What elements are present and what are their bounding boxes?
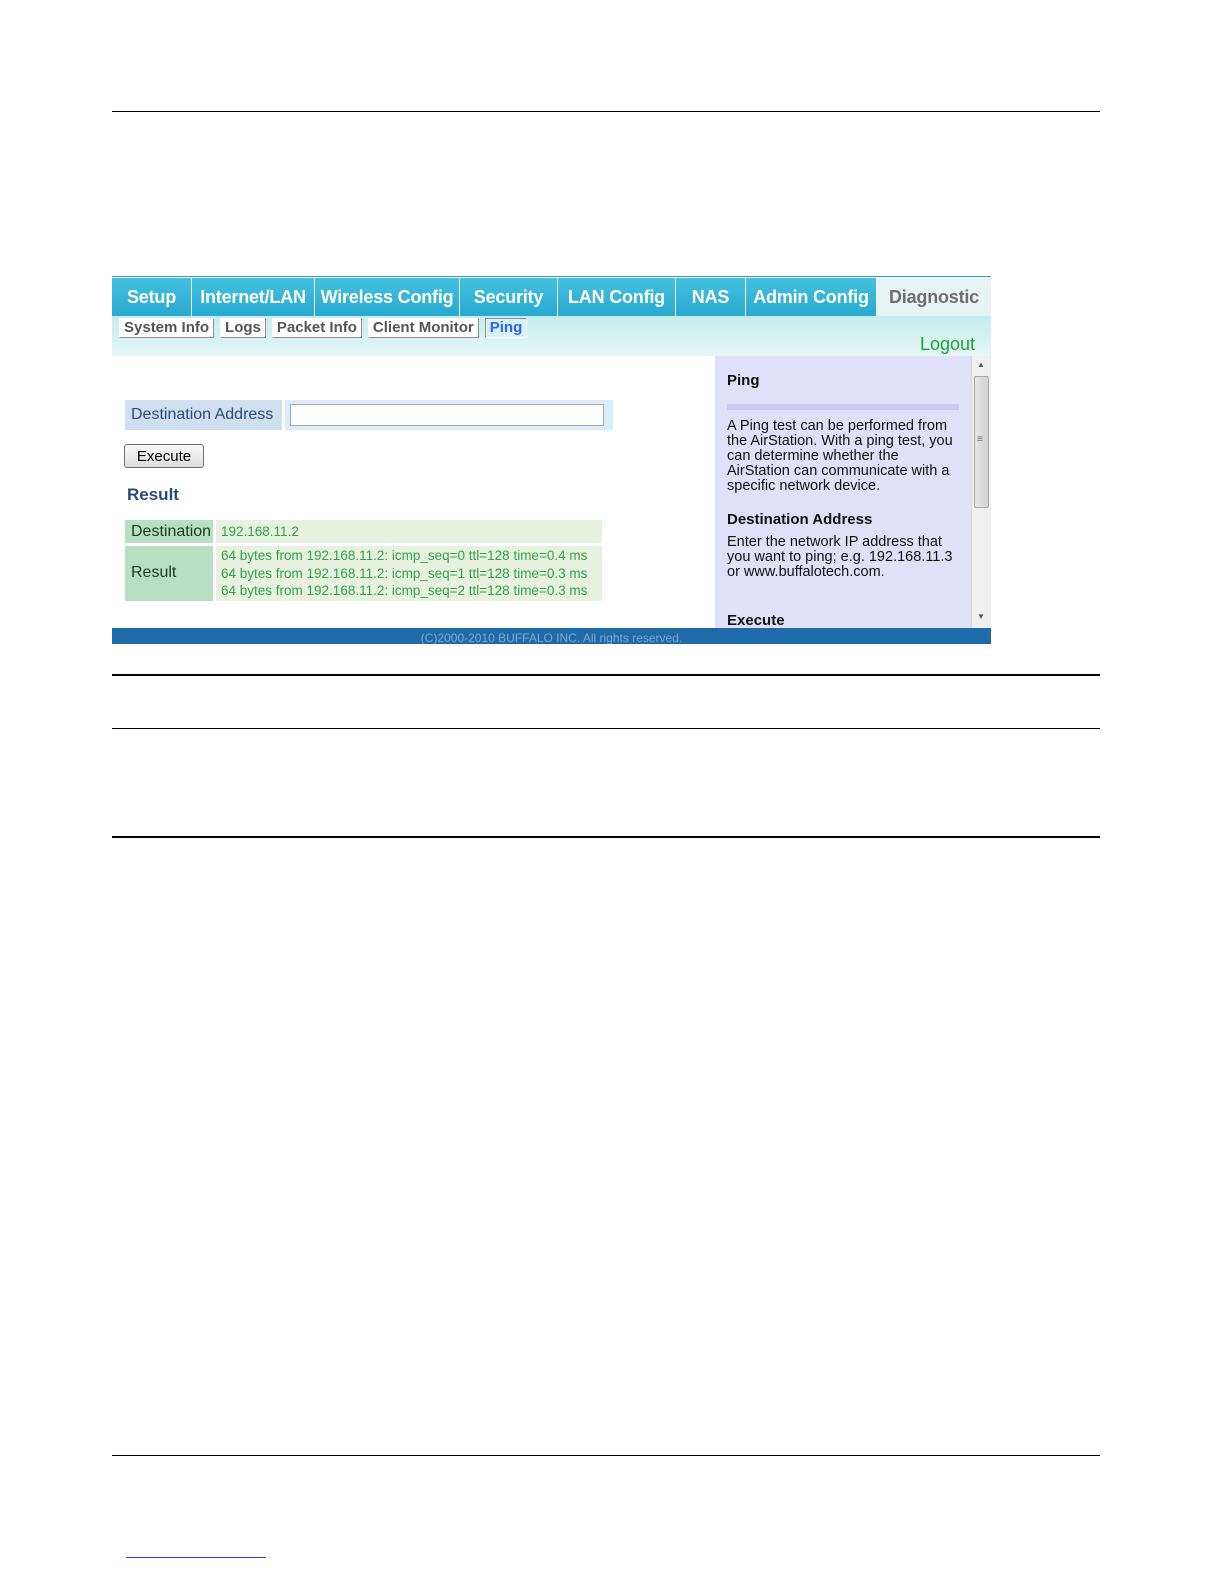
table-rule [112,836,1100,838]
help-title: Ping [727,372,760,389]
tab-nas[interactable]: NAS [676,278,746,316]
help-destination-text: Enter the network IP address that you want to ping; e.g. 192.168.11.3 or www.buffalotech.com. [727,534,953,580]
ping-line: 64 bytes from 192.168.11.2: icmp_seq=2 ttl=128 time=0.3 ms [221,583,588,598]
tab-admin-config[interactable]: Admin Config [746,278,877,316]
help-execute-heading: Execute [727,612,785,628]
help-scrollbar[interactable] [971,356,991,628]
table-rule [112,728,1100,729]
subtab-client-monitor[interactable]: Client Monitor [368,318,479,338]
result-table [125,517,602,604]
tab-wireless-config[interactable]: Wireless Config [315,278,460,316]
scroll-up-icon[interactable]: ▲ [977,360,985,369]
destination-label-cell: Destination [125,520,213,543]
tab-setup[interactable]: Setup [112,278,192,316]
help-destination-heading: Destination Address [727,511,873,528]
router-admin-screenshot [112,276,991,644]
copyright-footer: (C)2000-2010 BUFFALO INC. All rights reserved. [112,628,991,644]
subtab-ping[interactable]: Ping [485,318,528,338]
bottom-link-underline [126,1557,266,1558]
subtab-logs[interactable]: Logs [220,318,266,338]
execute-button[interactable]: Execute [124,444,204,468]
tab-lan-config[interactable]: LAN Config [558,278,676,316]
result-value-cell [213,546,602,601]
destination-input-cell [285,400,613,430]
ping-line: 64 bytes from 192.168.11.2: icmp_seq=0 ttl=128 time=0.4 ms [221,548,588,563]
help-intro: A Ping test can be performed from the AirStation. With a ping test, you can determine whether the AirStation can communicate with a specific network device. [727,418,953,494]
destination-address-label: Destination Address [125,400,282,430]
subtab-packet-info[interactable]: Packet Info [272,318,362,338]
destination-address-input[interactable] [290,404,604,426]
sub-tab-bar [112,316,991,356]
tab-diagnostic[interactable]: Diagnostic [877,278,991,316]
result-label-cell: Result [125,546,213,601]
footer-rule [112,1455,1100,1456]
scroll-down-icon[interactable]: ▼ [977,612,985,621]
table-row [125,546,602,601]
destination-value-cell: 192.168.11.2 [213,520,602,543]
tab-security[interactable]: Security [460,278,558,316]
logout-link[interactable]: Logout [919,334,975,354]
result-heading: Result [127,485,179,504]
ping-form-area [112,356,715,628]
main-tab-bar [112,276,991,317]
subtab-system-info[interactable]: System Info [119,318,214,338]
help-panel [715,356,971,628]
header-rule [112,111,1100,112]
table-rule [112,674,1100,676]
ping-line: 64 bytes from 192.168.11.2: icmp_seq=1 ttl=128 time=0.3 ms [221,565,588,581]
tab-internet-lan[interactable]: Internet/LAN [192,278,315,316]
help-divider [727,404,959,410]
destination-row [125,400,613,430]
table-row [125,520,602,543]
grip-icon: ≡ [977,434,983,445]
